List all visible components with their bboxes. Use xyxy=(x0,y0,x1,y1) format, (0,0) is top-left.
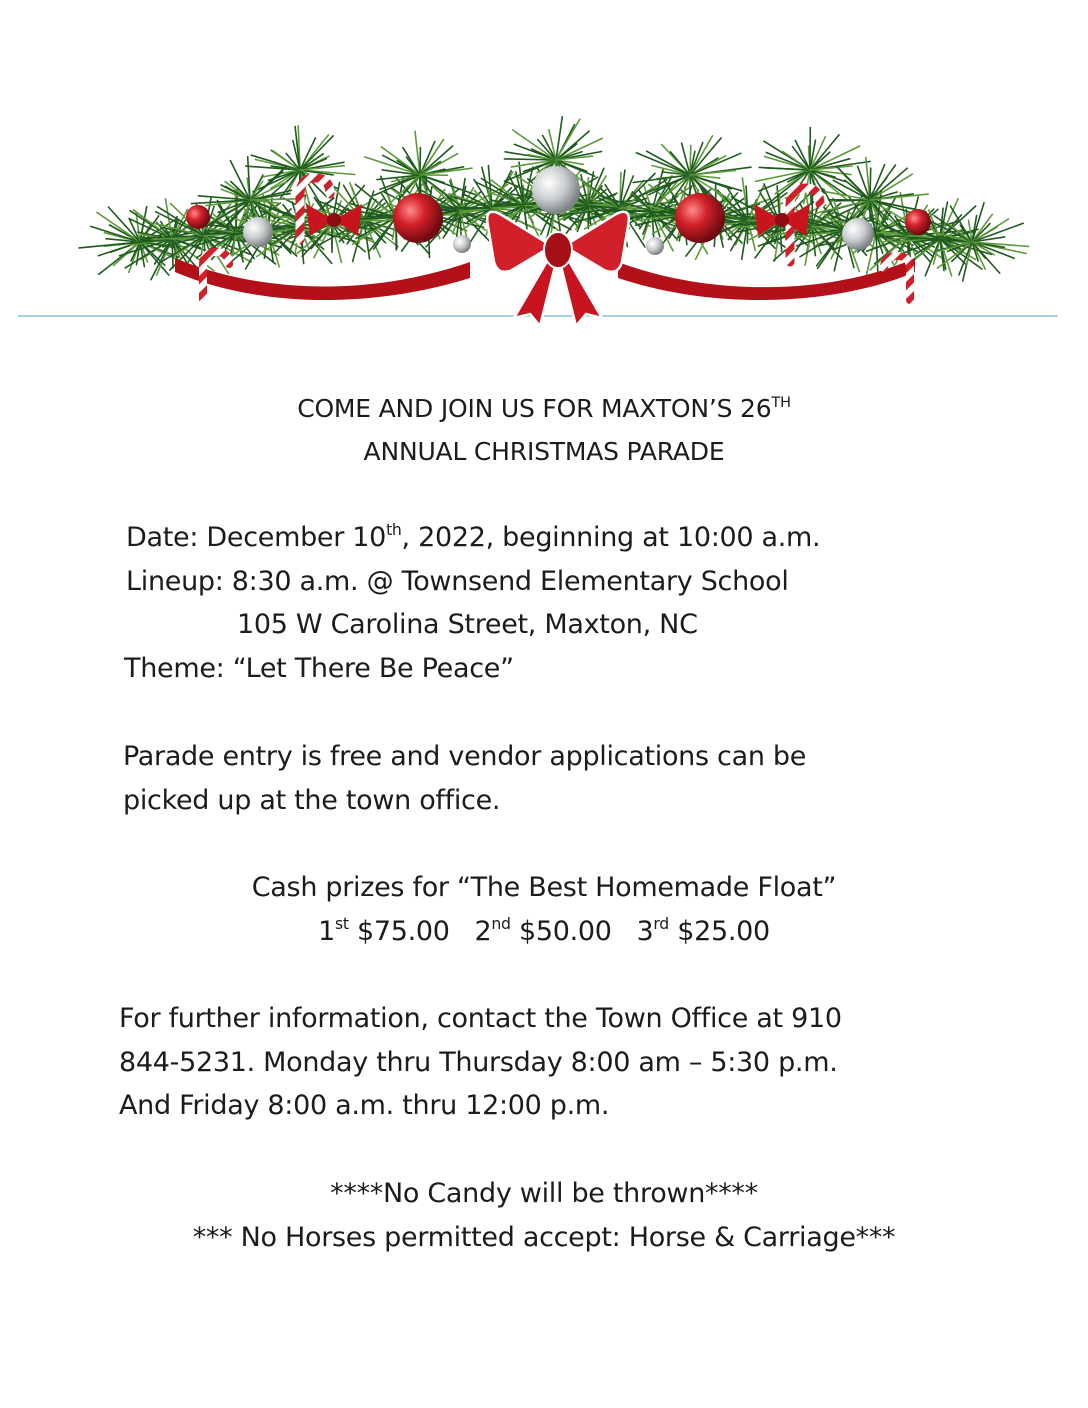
prize-third: 3rd $25.00 xyxy=(636,914,770,947)
contact-line-3: And Friday 8:00 a.m. thru 12:00 p.m. xyxy=(119,1090,610,1121)
ornament-red xyxy=(905,209,931,235)
ribbon-swag-left xyxy=(175,258,470,300)
christmas-garland-image xyxy=(0,0,1088,340)
theme-line: Theme: “Let There Be Peace” xyxy=(124,653,514,684)
pine-needle xyxy=(647,151,690,175)
prize-first: 1st $75.00 xyxy=(318,914,450,947)
ornament-silver xyxy=(243,217,273,247)
ornament-silver xyxy=(453,235,471,253)
contact-line-2: 844-5231. Monday thru Thursday 8:00 am – 5:30 p.m. xyxy=(119,1047,838,1078)
parade-heading-line-2: ANNUAL CHRISTMAS PARADE xyxy=(363,437,725,466)
pine-needle xyxy=(870,168,871,200)
ornament-silver-center xyxy=(532,166,580,214)
no-candy-notice: ****No Candy will be thrown**** xyxy=(330,1178,758,1209)
prize-second: 2nd $50.00 xyxy=(474,914,612,947)
ornament-red xyxy=(186,205,210,229)
prizes-heading: Cash prizes for “The Best Homemade Float” xyxy=(251,872,837,903)
ornament-silver xyxy=(646,237,664,255)
prize-list xyxy=(0,914,1088,947)
ornament-silver xyxy=(842,218,874,250)
pine-needle xyxy=(746,186,748,220)
parade-heading-line-1: COME AND JOIN US FOR MAXTON’S 26TH xyxy=(297,394,791,423)
pine-needle xyxy=(690,138,721,175)
date-line: Date: December 10th, 2022, beginning at 10:00 a.m. xyxy=(126,520,821,553)
pine-needle xyxy=(812,193,813,227)
no-horses-notice: *** No Horses permitted accept: Horse & Carriage*** xyxy=(192,1222,896,1253)
ribbon-swag-right xyxy=(618,258,915,300)
pine-needle xyxy=(172,239,173,268)
entry-line-1: Parade entry is free and vendor applications can be xyxy=(123,741,807,772)
address-line: 105 W Carolina Street, Maxton, NC xyxy=(237,609,698,640)
entry-line-2: picked up at the town office. xyxy=(123,785,501,816)
pine-needle xyxy=(443,207,492,208)
pine-needle xyxy=(556,131,589,160)
ornament-red xyxy=(675,193,725,243)
lineup-line: Lineup: 8:30 a.m. @ Townsend Elementary School xyxy=(126,566,789,597)
contact-line-1: For further information, contact the Town Office at 910 xyxy=(119,1003,842,1034)
ornament-red xyxy=(393,193,443,243)
center-bow xyxy=(487,212,629,326)
